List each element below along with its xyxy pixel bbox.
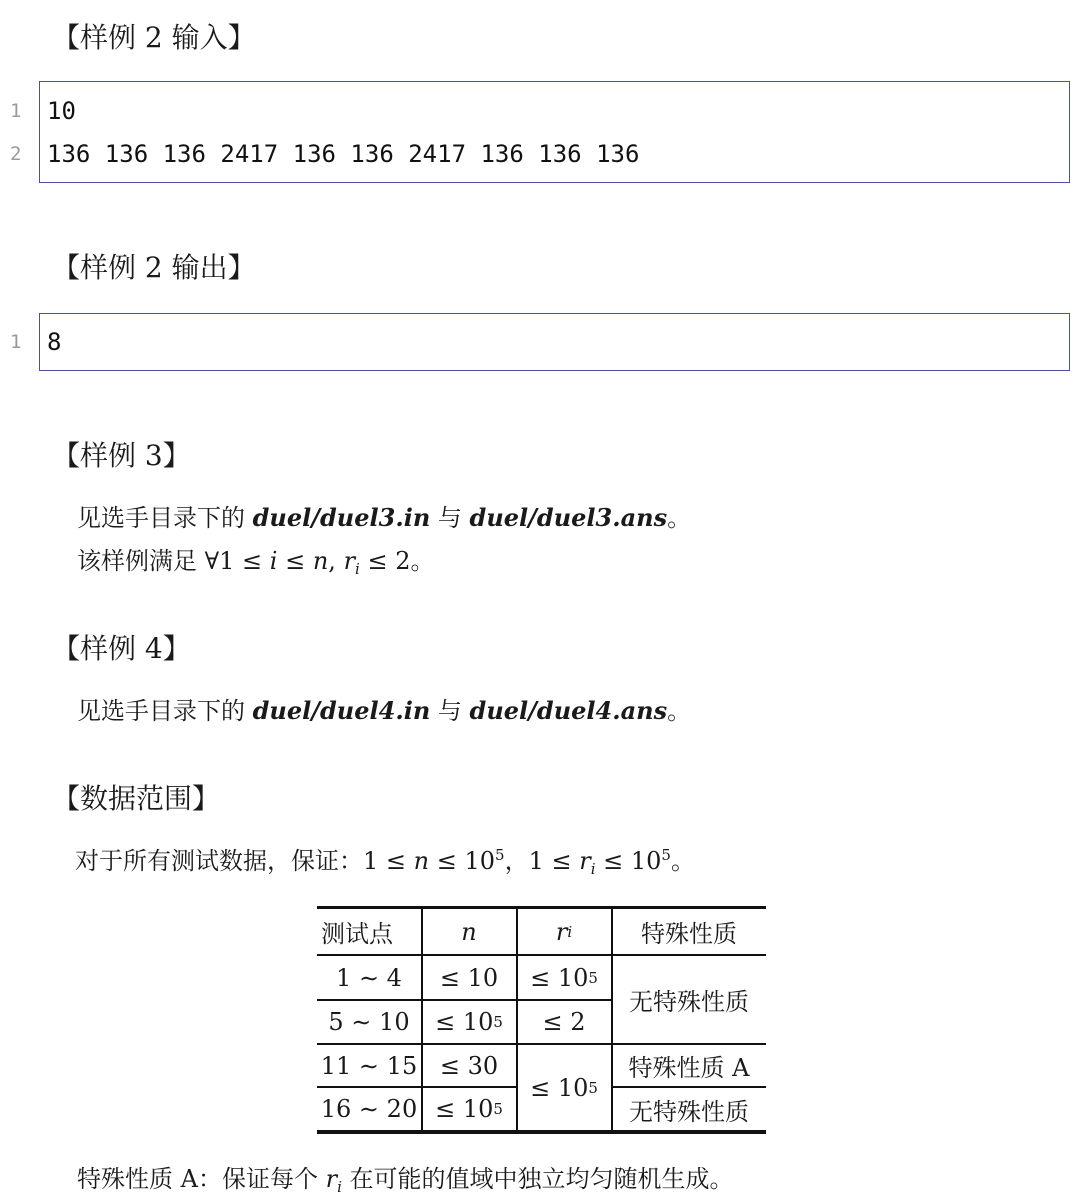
math: 1 ≤ [528,847,580,875]
data-range-line [75,845,695,877]
table-header-r: r i [555,917,573,946]
math: ≤ 10 [595,847,662,875]
table-bottom-rule [317,1130,766,1134]
math-var-n: n [312,547,329,575]
math: 1 ≤ [363,847,414,875]
text: 该样例满足 [77,547,197,575]
math-var-r: r [343,547,356,575]
line-number: 1 [10,100,22,122]
sample3-constraint-line [77,545,435,577]
table-cell-property: 特殊性质 A [628,1054,750,1082]
table-cell-range: 5 ∼ 10 [328,1008,410,1036]
math-sub-i: i [355,560,360,578]
file-name-ans: duel/duel3.ans [469,503,668,532]
table-cell-r: ≤ 10 5 [530,963,598,992]
table-cell-r [517,1001,611,1043]
text: 。 [667,504,692,532]
file-name-ans: duel/duel4.ans [469,696,668,725]
value: ≤ 10 [435,1008,494,1036]
text: 见选手目录下的 [77,697,245,725]
table-header-property: 特殊性质 [641,920,737,948]
line-number: 1 [10,331,22,353]
code-line: 8 [47,328,62,356]
table-cell-range: 16 ∼ 20 [320,1095,418,1123]
math-sub-i: i [590,860,596,878]
code-line: 10 [47,97,76,125]
sample2-output-heading: 【样例 2 输出】 [52,251,256,284]
text: 见选手目录下的 [77,504,245,532]
value: ≤ 10 [435,1095,494,1123]
math-comma: , [328,547,344,575]
table-cell-property: 无特殊性质 [629,988,749,1016]
table-cell-r: ≤ 10 5 [530,1073,598,1102]
sample3-heading: 【样例 3】 [52,439,191,472]
data-range-heading: 【数据范围】 [52,782,221,815]
data-range-table [317,906,766,1134]
file-name-in: duel/duel3.in [252,503,431,532]
math-sub-i: i [337,1178,342,1196]
table-header-n: n [461,917,477,946]
math-var-r: r [325,1165,338,1193]
value: ≤ 10 [530,963,589,992]
value: ≤ 2 [542,1008,586,1036]
math: ≤ 10 [429,847,496,875]
sample2-input-heading: 【样例 2 输入】 [52,21,256,54]
math-tail: ≤ 2 [359,547,411,575]
table-cell-n: ≤ 10 5 [435,1008,503,1036]
math-exp: 5 [495,846,505,864]
line-number: 2 [10,143,22,165]
value: ≤ 10 [530,1073,589,1102]
text: 。 [670,847,695,875]
text: 特殊性质 A：保证每个 [77,1165,318,1193]
math-var-r: r [579,847,591,875]
text: 对于所有测试数据，保证： [75,847,363,875]
text: 与 [437,504,462,532]
table-cell-n [422,956,516,999]
text: 。 [667,697,692,725]
table-cell-n [422,1045,516,1086]
math-forall: ∀1 ≤ [204,547,270,575]
table-cell-range: 1 ∼ 4 [336,963,402,992]
table-cell-property: 无特殊性质 [629,1097,749,1126]
sample4-heading: 【样例 4】 [52,632,191,665]
table-header-testpoint: 测试点 [321,920,393,948]
table-cell-n: ≤ 10 5 [435,1095,503,1123]
sample2-input-code-block[interactable] [39,81,1070,183]
text: ， [504,847,529,875]
sample4-files-line [77,695,691,727]
sample2-output-code-block[interactable] [39,313,1070,371]
value: ≤ 10 [439,963,499,992]
sample3-files-line [77,502,691,534]
table-cell-range: 11 ∼ 15 [320,1051,418,1080]
math-exp: 5 [661,846,671,864]
file-name-in: duel/duel4.in [252,696,431,725]
math-var-r: r [555,917,568,946]
math-var-n: n [413,847,430,875]
text: 在可能的值域中独立均匀随机生成。 [349,1165,734,1193]
text: 。 [410,547,435,575]
special-property-note [77,1162,734,1196]
text: 与 [437,697,462,725]
math-var-i: i [269,547,278,575]
math-le: ≤ [277,547,313,575]
value: ≤ 30 [439,1051,499,1080]
code-line: 136 136 136 2417 136 136 2417 136 136 136 [47,140,640,168]
